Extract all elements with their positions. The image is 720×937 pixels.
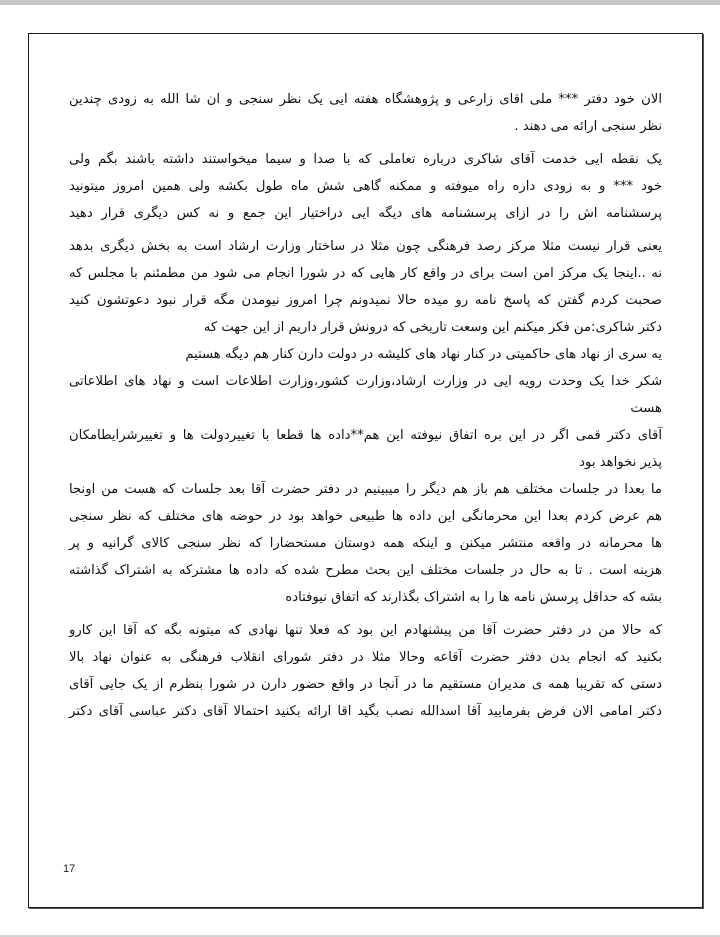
text-line: ما بعدا در جلسات مختلف هم باز هم دیگر را میبینیم در دفتر حضرت آقا بعد جلسات که هست من اونجا <box>69 482 662 497</box>
text-line: هم عرض کردم بعدا این محرمانگی این داده ها طبیعی خواهد بود در حوضه های مختلف که نظر سنجی <box>69 509 662 524</box>
text-line: آقای دکتر قمی اگر در این بره اتفاق نیوفته این هم**داده ها قطعا با تغییردولت ها و تغییرشرایطامکان <box>69 428 662 443</box>
text-line: که حالا من در دفتر حضرت آقا من پیشنهادم این بود که فعلا تنها نهادی که میتونه بگه که آقا این کارو <box>69 623 662 638</box>
text-line: پرسشنامه اش را در ازای پرسشنامه های دیگه ایی دراختیار این جمع و نه کس دیگری قرار دهید <box>69 206 662 221</box>
text-line: هزینه است . تا به حال در جلسات مختلف این بحث مطرح شده که داده ها مشترکه به اشتراک گذاشته <box>69 563 662 578</box>
text-line: هست <box>630 401 662 416</box>
text-line: دکتر شاکری:من فکر میکنم این وسعت تاریخی که درونش قرار داریم از این جهت که <box>203 320 662 335</box>
text-line: نظر سنجی ارائه می دهند . <box>514 119 662 134</box>
text-line: پذیر نخواهد بود <box>579 455 662 470</box>
text-line: الان خود دفتر *** ملی اقای زارعی و پژوهشگاه هفته ایی یک نظر سنجی و ان شا الله به زودی چندین <box>69 92 662 107</box>
text-line: بکنید که انجام بدن دفتر حضرت آقاعه وحالا مثلا در دفتر شورای انقلاب فرهنگی به عنوان نهاد بالا <box>69 650 662 665</box>
text-line: بشه که حداقل پرسش نامه ها را به اشتراک بگذارند که اتفاق نیوفتاده <box>285 590 662 605</box>
paragraph <box>69 86 662 140</box>
text-line: صحبت کردم گفتن که پاسخ نامه رو میده حالا نمیدونم چرا امروز نیومدن مگه قرار نبود دعوتشون کنید <box>69 293 662 308</box>
text-line: دکتر امامی الان فرض بفرمایید آقا اسدالله نصب بگید اقا ارائه بکنید احتمالا آقای دکتر عباسی آقای دکتر <box>69 704 662 719</box>
page-content <box>69 86 662 731</box>
text-line: دستی که تقریبا همه ی مدیران مستقیم ما در آنجا در واقع حضور دارن در شورا بنظرم از یک جایی آقای <box>69 677 662 692</box>
page-number: 17 <box>63 863 76 875</box>
viewer-top-bar <box>0 0 720 5</box>
paragraph <box>69 617 662 725</box>
text-line: نه ..اینجا یک مرکز امن است برای در واقع کار هایی که در شورا انجام می شود من مطمئنم با مجلس که <box>69 266 662 281</box>
text-line: ها محرمانه در واقعه منتشر میکنن و اینکه همه دوستان مستحضارا که نظر سنجی کالای گرانیه و پر <box>69 536 662 551</box>
text-line: یعنی قرار نیست مثلا مرکز رصد فرهنگی چون مثلا در ساختار وزارت ارشاد است به بخش دیگری بدهد <box>69 239 662 254</box>
document-page <box>28 33 703 908</box>
text-line: یک نقطه ایی خدمت آقای شاکری درباره تعاملی که با صدا و سیما میخواستند داشته باشند بگم ولی <box>69 152 662 167</box>
text-line: یه سری از نهاد های حاکمیتی در کنار نهاد های کلیشه در دولت دارن کنار هم دیگه هستیم <box>185 347 662 362</box>
text-line: خود *** و به زودی داره راه میوفته و ممکنه گاهی شش ماه طول بکشه ولی همین امروز میتونید <box>69 179 662 194</box>
text-line: شکر خدا یک وحدت رویه ایی در وزارت ارشاد،وزارت کشور،وزارت اطلاعات است و نهاد های اطلاعاتی <box>69 374 662 389</box>
paragraph <box>69 233 662 611</box>
paragraph <box>69 146 662 227</box>
